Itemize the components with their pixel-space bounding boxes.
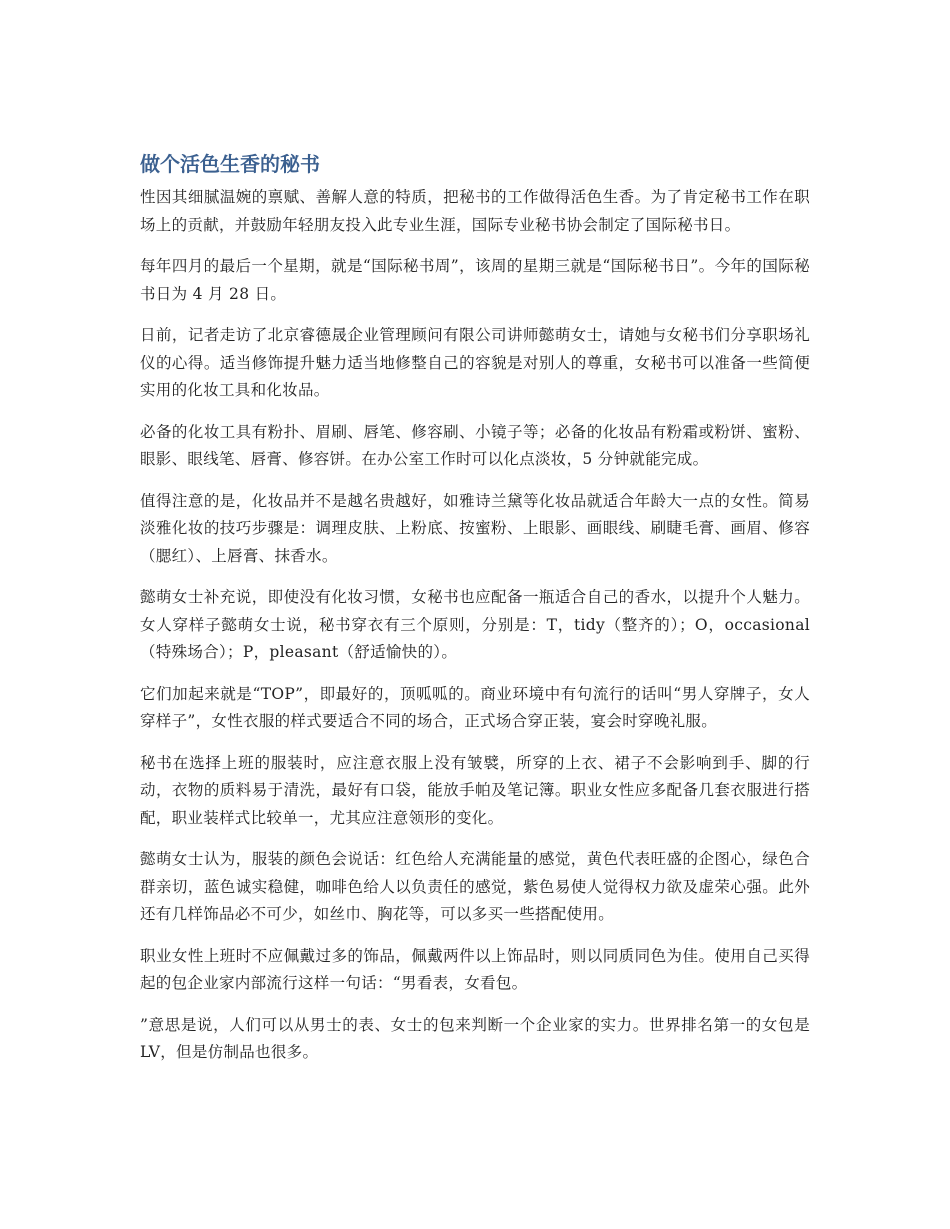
paragraph-8: 秘书在选择上班的服装时，应注意衣服上没有皱襞，所穿的上衣、裙子不会影响到手、脚的行动，衣物的质料易于清洗，最好有口袋，能放手帕及笔记簿。职业女性应多配备几套衣服进行搭配，职业装样式比较单一，尤其应注意领形的变化。 (140, 753, 810, 827)
paragraph-9: 懿萌女士认为，服装的颜色会说话：红色给人充满能量的感觉，黄色代表旺盛的企图心，绿色合群亲切，蓝色诚实稳健，咖啡色给人以负责任的感觉，紫色易使人觉得权力欲及虚荣心强。此外还有几样饰品必不可少，如丝巾、胸花等，可以多买一些搭配使用。 (140, 850, 810, 923)
paragraph-3: 日前，记者走访了北京睿德晟企业管理顾问有限公司讲师懿萌女士，请她与女秘书们分享职场礼仪的心得。适当修饰提升魅力适当地修整自己的容貌是对别人的尊重，女秘书可以准备一些简便实用的化妆工具和化妆品。 (140, 326, 810, 399)
paragraph-10: 职业女性上班时不应佩戴过多的饰品，佩戴两件以上饰品时，则以同质同色为佳。使用自己买得起的包企业家内部流行这样一句话：“男看表，女看包。 (140, 946, 810, 992)
paragraph-6: 懿萌女士补充说，即使没有化妆习惯，女秘书也应配备一瓶适合自己的香水，以提升个人魅力。女人穿样子懿萌女士说，秘书穿衣有三个原则，分别是：T，tidy（整齐的）；O，occasional（特殊场合）；P，pleasant（舒适愉快的）。 (140, 588, 810, 661)
paragraph-4: 必备的化妆工具有粉扑、眉刷、唇笔、修容刷、小镜子等；必备的化妆品有粉霜或粉饼、蜜粉、眼影、眼线笔、唇膏、修容饼。在办公室工作时可以化点淡妆，5 分钟就能完成。 (140, 422, 810, 468)
document-page (140, 150, 810, 1081)
paragraph-5: 值得注意的是，化妆品并不是越名贵越好，如雅诗兰黛等化妆品就适合年龄大一点的女性。简易淡雅化妆的技巧步骤是：调理皮肤、上粉底、按蜜粉、上眼影、画眼线、刷睫毛膏、画眉、修容（腮红）、上唇膏、抹香水。 (140, 491, 810, 565)
paragraph-2: 每年四月的最后一个星期，就是“国际秘书周”，该周的星期三就是“国际秘书日”。今年的国际秘书日为 4 月 28 日。 (140, 257, 810, 303)
document-title: 做个活色生香的秘书 (140, 152, 320, 176)
paragraph-1: 性因其细腻温婉的禀赋、善解人意的特质，把秘书的工作做得活色生香。为了肯定秘书工作在职场上的贡献，并鼓励年轻朋友投入此专业生涯，国际专业秘书协会制定了国际秘书日。 (140, 188, 810, 234)
paragraph-7: 它们加起来就是“TOP”，即最好的，顶呱呱的。商业环境中有句流行的话叫“男人穿牌子，女人穿样子”，女性衣服的样式要适合不同的场合，正式场合穿正装，宴会时穿晚礼服。 (140, 684, 810, 730)
paragraph-11: ”意思是说，人们可以从男士的表、女士的包来判断一个企业家的实力。世界排名第一的女包是 LV，但是仿制品也很多。 (140, 1015, 810, 1061)
